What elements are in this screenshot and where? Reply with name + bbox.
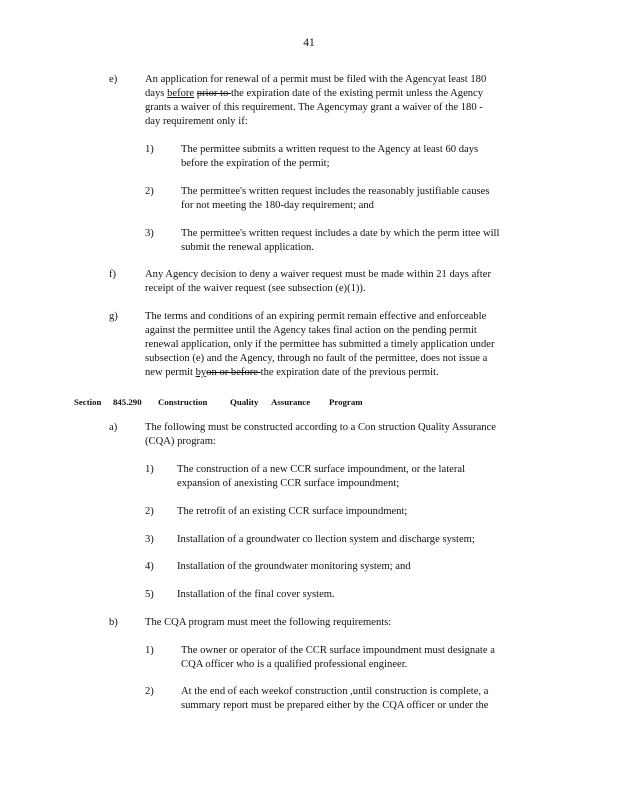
- para-f-label: f): [109, 269, 117, 280]
- para-a-line-2: (CQA) program:: [145, 436, 216, 447]
- text: the expiration date of the previous permit.: [260, 367, 439, 378]
- list-item-line: for not meeting the 180-day requirement; and: [181, 200, 374, 211]
- para-g-line-3: renewal application, only if the permittee has submitted a timely application under: [145, 339, 495, 350]
- section-title-word-2: Quality: [230, 397, 259, 407]
- para-e-line-4: day requirement only if:: [145, 116, 248, 127]
- para-a-item-2-num: 2): [145, 506, 154, 517]
- para-a-item-3: [177, 533, 475, 547]
- para-a-item-5: [177, 588, 335, 602]
- para-a-item-2: [177, 505, 407, 519]
- list-item-line: expansion of anexisting CCR surface impoundment;: [177, 478, 400, 489]
- deleted-text: prior to: [196, 88, 231, 99]
- list-item-line: Installation of a groundwater co llection system and discharge system;: [177, 534, 475, 545]
- section-title-word-3: Assurance: [271, 397, 311, 407]
- section-word: Section: [74, 397, 102, 407]
- list-item-line: summary report must be prepared either by the CQA officer or under the: [181, 700, 489, 711]
- list-item-line: At the end of each weekof construction ,until construction is complete, a: [181, 686, 489, 697]
- deleted-text: on or before: [206, 367, 261, 378]
- para-a: [145, 421, 537, 449]
- para-g-line-5: [145, 366, 537, 380]
- list-item-line: The construction of a new CCR surface impoundment, or the lateral: [177, 464, 466, 475]
- list-item-line: submit the renewal application.: [181, 242, 314, 253]
- page-number: 41: [303, 37, 315, 49]
- text: new permit: [145, 367, 196, 378]
- para-a-item-4: [177, 560, 411, 574]
- para-f-line-2: receipt of the waiver request (see subsection (e)(1)).: [145, 283, 366, 294]
- para-a-item-1-num: 1): [145, 464, 154, 475]
- list-item-line: The permittee's written request includes the reasonably justifiable causes: [181, 186, 490, 197]
- para-g: [145, 310, 537, 380]
- para-e-line-3: grants a waiver of this requirement. The Agencymay grant a waiver of the 180 -: [145, 102, 483, 113]
- para-a-label: a): [109, 422, 118, 433]
- inserted-text: before: [167, 88, 195, 99]
- para-g-line-4: subsection (e) and the Agency, through no fault of the permittee, does not issue a: [145, 353, 488, 364]
- para-e: [145, 73, 532, 129]
- para-b-item-1-num: 1): [145, 645, 154, 656]
- list-item-line: before the expiration of the permit;: [181, 158, 330, 169]
- para-f-line-1: Any Agency decision to deny a waiver request must be made within 21 days after: [145, 269, 491, 280]
- para-g-label: g): [109, 311, 118, 322]
- para-e-line-2: [145, 87, 532, 101]
- para-f: [145, 268, 537, 296]
- para-e-item-3: [181, 227, 539, 255]
- para-e-item-2: [181, 185, 539, 213]
- para-e-item-3-num: 3): [145, 228, 154, 239]
- para-e-item-1: [181, 143, 539, 171]
- list-item-line: The owner or operator of the CCR surface impoundment must designate a: [181, 645, 495, 656]
- text: the expiration date of the existing permit unless the Agency: [230, 88, 484, 99]
- para-b-line-1: The CQA program must meet the following requirements:: [145, 617, 392, 628]
- para-b-item-2-num: 2): [145, 686, 154, 697]
- para-b-item-1: [181, 644, 539, 672]
- text: days: [145, 88, 168, 99]
- para-a-line-1: The following must be constructed according to a Con struction Quality Assurance: [145, 422, 496, 433]
- section-title-word-4: Program: [329, 397, 363, 407]
- para-e-line-1: An application for renewal of a permit must be filed with the Agencyat least 180: [145, 74, 487, 85]
- list-item-line: CQA officer who is a qualified professional engineer.: [181, 659, 408, 670]
- para-e-item-1-num: 1): [145, 144, 154, 155]
- section-title-word-1: Construction: [158, 397, 208, 407]
- para-e-label: e): [109, 74, 118, 85]
- para-a-item-3-num: 3): [145, 534, 154, 545]
- para-b-label: b): [109, 617, 118, 628]
- list-item-line: The permittee's written request includes a date by which the perm ittee will: [181, 228, 500, 239]
- section-number: 845.290: [113, 397, 142, 407]
- list-item-line: The retrofit of an existing CCR surface impoundment;: [177, 506, 408, 517]
- list-item-line: Installation of the groundwater monitoring system; and: [177, 561, 411, 572]
- list-item-line: The permittee submits a written request to the Agency at least 60 days: [181, 144, 479, 155]
- para-g-line-2: against the permittee until the Agency takes final action on the pending permit: [145, 325, 477, 336]
- para-a-item-4-num: 4): [145, 561, 154, 572]
- para-g-line-1: The terms and conditions of an expiring permit remain effective and enforceable: [145, 311, 487, 322]
- inserted-text: by: [195, 367, 207, 378]
- para-b: [145, 616, 391, 630]
- para-a-item-5-num: 5): [145, 589, 154, 600]
- list-item-line: Installation of the final cover system.: [177, 589, 335, 600]
- para-b-item-2: [181, 685, 529, 713]
- para-e-item-2-num: 2): [145, 186, 154, 197]
- para-a-item-1: [177, 463, 517, 491]
